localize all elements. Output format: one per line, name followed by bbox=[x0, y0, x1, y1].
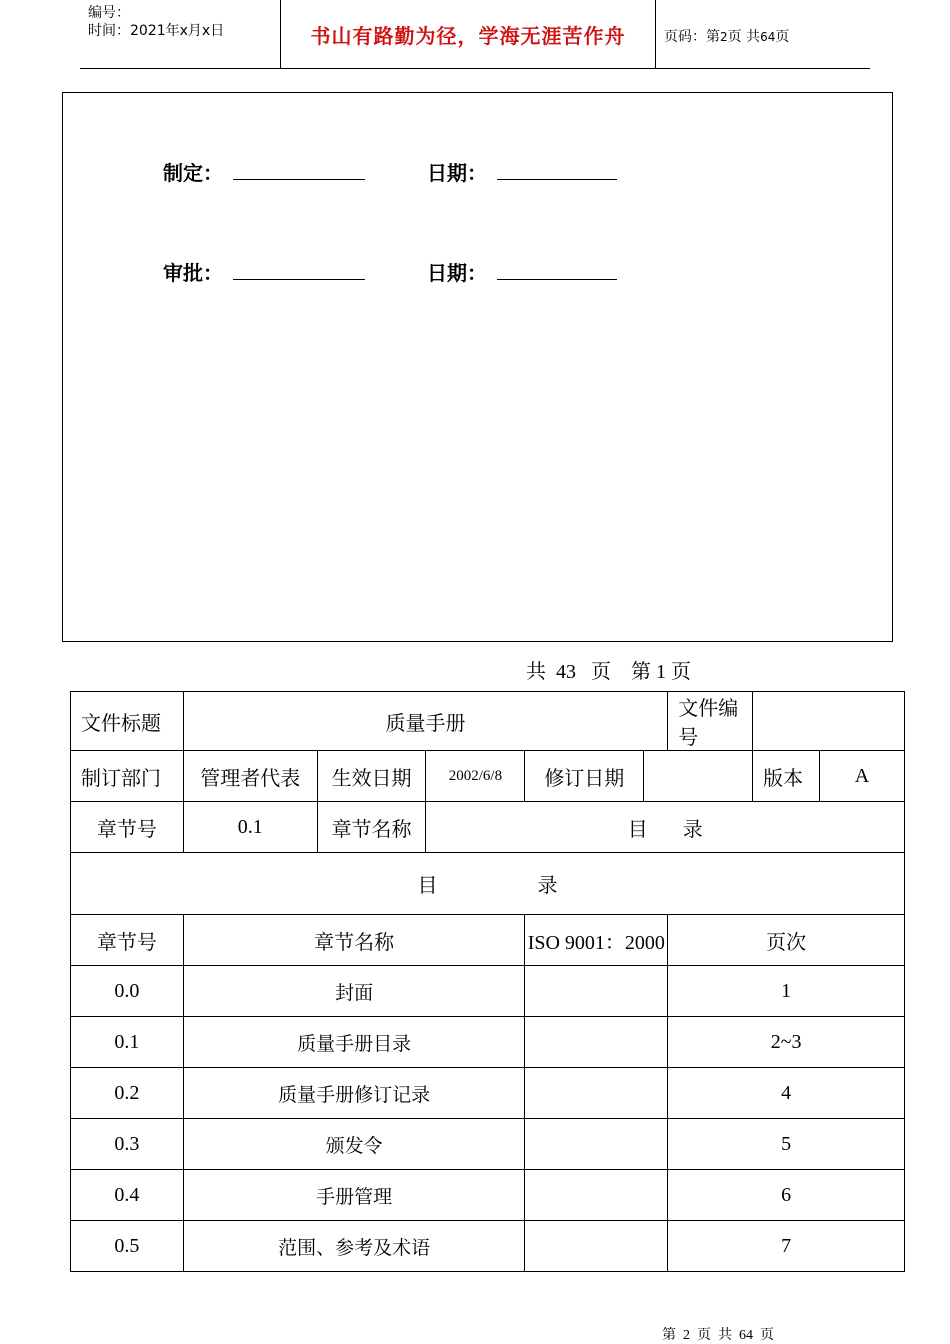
toc-row-page: 4 bbox=[668, 1068, 905, 1119]
doc-number-label: 编号： bbox=[88, 5, 130, 21]
toc-header-row bbox=[71, 915, 905, 966]
prepared-date-line bbox=[497, 179, 617, 180]
page-mid: 页 共 bbox=[727, 29, 761, 45]
header-page-info bbox=[664, 26, 789, 46]
toc-row-name: 质量手册修订记录 bbox=[183, 1068, 525, 1119]
toc-col-section-no: 章节号 bbox=[71, 915, 184, 966]
title-value: 质量手册 bbox=[183, 692, 667, 751]
header-motto: 书山有路勤为径，学海无涯苦作舟 bbox=[280, 0, 656, 68]
section-no-value: 0.1 bbox=[183, 802, 317, 853]
section-no-label: 章节号 bbox=[71, 802, 184, 853]
toc-row-iso bbox=[525, 966, 668, 1017]
toc-row-iso bbox=[525, 1068, 668, 1119]
toc-row-page: 7 bbox=[668, 1221, 905, 1272]
approved-date-label: 日期： bbox=[427, 261, 487, 285]
toc-col-section-name: 章节名称 bbox=[183, 915, 525, 966]
docno-label: 文件编号 bbox=[668, 692, 753, 751]
toc-col-page: 页次 bbox=[668, 915, 905, 966]
toc-row-iso bbox=[525, 1017, 668, 1068]
toc-row-name: 质量手册目录 bbox=[183, 1017, 525, 1068]
section-name-label: 章节名称 bbox=[317, 802, 426, 853]
page-count-line: 共 43 页 第 1 页 bbox=[526, 661, 691, 683]
toc-row-no: 0.2 bbox=[71, 1068, 184, 1119]
toc-row bbox=[71, 1068, 905, 1119]
toc-row-iso bbox=[525, 1170, 668, 1221]
toc-row-name: 颁发令 bbox=[183, 1119, 525, 1170]
page-header bbox=[80, 0, 870, 69]
approved-label: 审批： bbox=[163, 261, 223, 285]
toc-row bbox=[71, 1221, 905, 1272]
title-label: 文件标题 bbox=[71, 692, 184, 751]
dept-label: 制订部门 bbox=[71, 751, 184, 802]
toc-row bbox=[71, 1017, 905, 1068]
toc-row-page: 6 bbox=[668, 1170, 905, 1221]
header-left bbox=[88, 4, 224, 40]
info-row-2 bbox=[71, 751, 905, 802]
page-label: 页码：第 bbox=[664, 29, 720, 45]
document-table bbox=[70, 691, 905, 1272]
effective-date-value: 2002/6/8 bbox=[426, 751, 525, 802]
version-value: A bbox=[820, 751, 905, 802]
toc-row bbox=[71, 1119, 905, 1170]
info-row-1 bbox=[71, 692, 905, 751]
signoff-box bbox=[62, 92, 893, 642]
revision-date-label: 修订日期 bbox=[525, 751, 644, 802]
revision-date-value bbox=[644, 751, 753, 802]
effective-date-label: 生效日期 bbox=[317, 751, 426, 802]
approved-date-line bbox=[497, 279, 617, 280]
toc-row-iso bbox=[525, 1221, 668, 1272]
toc-row bbox=[71, 1170, 905, 1221]
toc-heading-row bbox=[71, 853, 905, 915]
toc-row-page: 2~3 bbox=[668, 1017, 905, 1068]
toc-row-name: 封面 bbox=[183, 966, 525, 1017]
toc-row-no: 0.1 bbox=[71, 1017, 184, 1068]
toc-row bbox=[71, 966, 905, 1017]
toc-row-no: 0.0 bbox=[71, 966, 184, 1017]
page-total: 64 bbox=[760, 30, 776, 44]
prepared-label: 制定： bbox=[163, 161, 223, 185]
page-end: 页 bbox=[775, 29, 790, 45]
section-name-value: 目 录 bbox=[426, 802, 905, 853]
page-number: 2 bbox=[720, 30, 728, 44]
time-label: 时间：2021年x月x日 bbox=[88, 23, 225, 39]
toc-row-page: 1 bbox=[668, 966, 905, 1017]
toc-row-no: 0.5 bbox=[71, 1221, 184, 1272]
toc-heading: 目 录 bbox=[71, 853, 905, 915]
dept-value: 管理者代表 bbox=[183, 751, 317, 802]
page-footer: 第 2 页 共 64 页 bbox=[662, 1328, 774, 1343]
toc-row-iso bbox=[525, 1119, 668, 1170]
toc-row-no: 0.3 bbox=[71, 1119, 184, 1170]
toc-row-name: 手册管理 bbox=[183, 1170, 525, 1221]
prepared-signature-line bbox=[233, 179, 365, 180]
toc-col-iso: ISO 9001：2000 bbox=[525, 915, 668, 966]
toc-row-name: 范围、参考及术语 bbox=[183, 1221, 525, 1272]
toc-row-no: 0.4 bbox=[71, 1170, 184, 1221]
prepared-date-label: 日期： bbox=[427, 161, 487, 185]
approved-signature-line bbox=[233, 279, 365, 280]
docno-value bbox=[753, 692, 905, 751]
toc-row-page: 5 bbox=[668, 1119, 905, 1170]
version-label: 版本 bbox=[753, 751, 820, 802]
info-row-3 bbox=[71, 802, 905, 853]
